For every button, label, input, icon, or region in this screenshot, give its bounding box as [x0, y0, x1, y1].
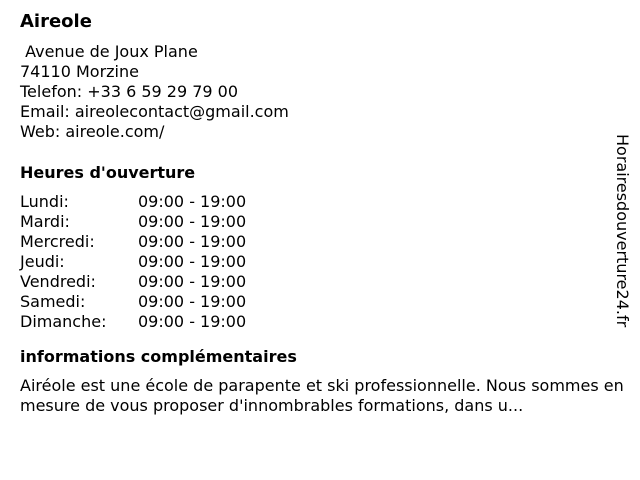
hours-row [20, 192, 620, 212]
email-line: Email: aireolecontact@gmail.com [20, 102, 289, 121]
side-brand-container [612, 134, 632, 344]
hours-day: Jeudi: [20, 252, 65, 271]
hours-row [20, 292, 620, 312]
hours-time: 09:00 - 19:00 [138, 192, 247, 211]
hours-row [20, 272, 620, 292]
hours-day: Vendredi: [20, 272, 96, 291]
hours-time: 09:00 - 19:00 [138, 312, 247, 331]
hours-day: Samedi: [20, 292, 86, 311]
hours-row [20, 252, 620, 272]
hours-day: Mercredi: [20, 232, 95, 251]
phone-line: Telefon: +33 6 59 29 79 00 [20, 82, 239, 101]
business-name: Aireole [20, 11, 92, 32]
address-street: Avenue de Joux Plane [20, 42, 198, 61]
web-line: Web: aireole.com/ [20, 122, 165, 141]
hours-row [20, 312, 620, 332]
hours-time: 09:00 - 19:00 [138, 292, 247, 311]
hours-row [20, 232, 620, 252]
hours-time: 09:00 - 19:00 [138, 252, 247, 271]
info-description: Airéole est une école de parapente et ski professionnelle. Nous sommes en mesure de vous proposer d'innombrables formations, dans u... [20, 376, 624, 415]
hours-time: 09:00 - 19:00 [138, 212, 247, 231]
hours-table [20, 192, 620, 332]
hours-day: Dimanche: [20, 312, 107, 331]
side-brand-watermark: Horairesdouverture24.fr [613, 134, 632, 328]
hours-time: 09:00 - 19:00 [138, 272, 247, 291]
hours-heading: Heures d'ouverture [20, 163, 196, 182]
address-city: 74110 Morzine [20, 62, 139, 81]
contact-block [20, 42, 620, 142]
hours-time: 09:00 - 19:00 [138, 232, 247, 251]
info-heading: informations complémentaires [20, 347, 297, 366]
hours-day: Lundi: [20, 192, 69, 211]
hours-day: Mardi: [20, 212, 70, 231]
hours-row [20, 212, 620, 232]
